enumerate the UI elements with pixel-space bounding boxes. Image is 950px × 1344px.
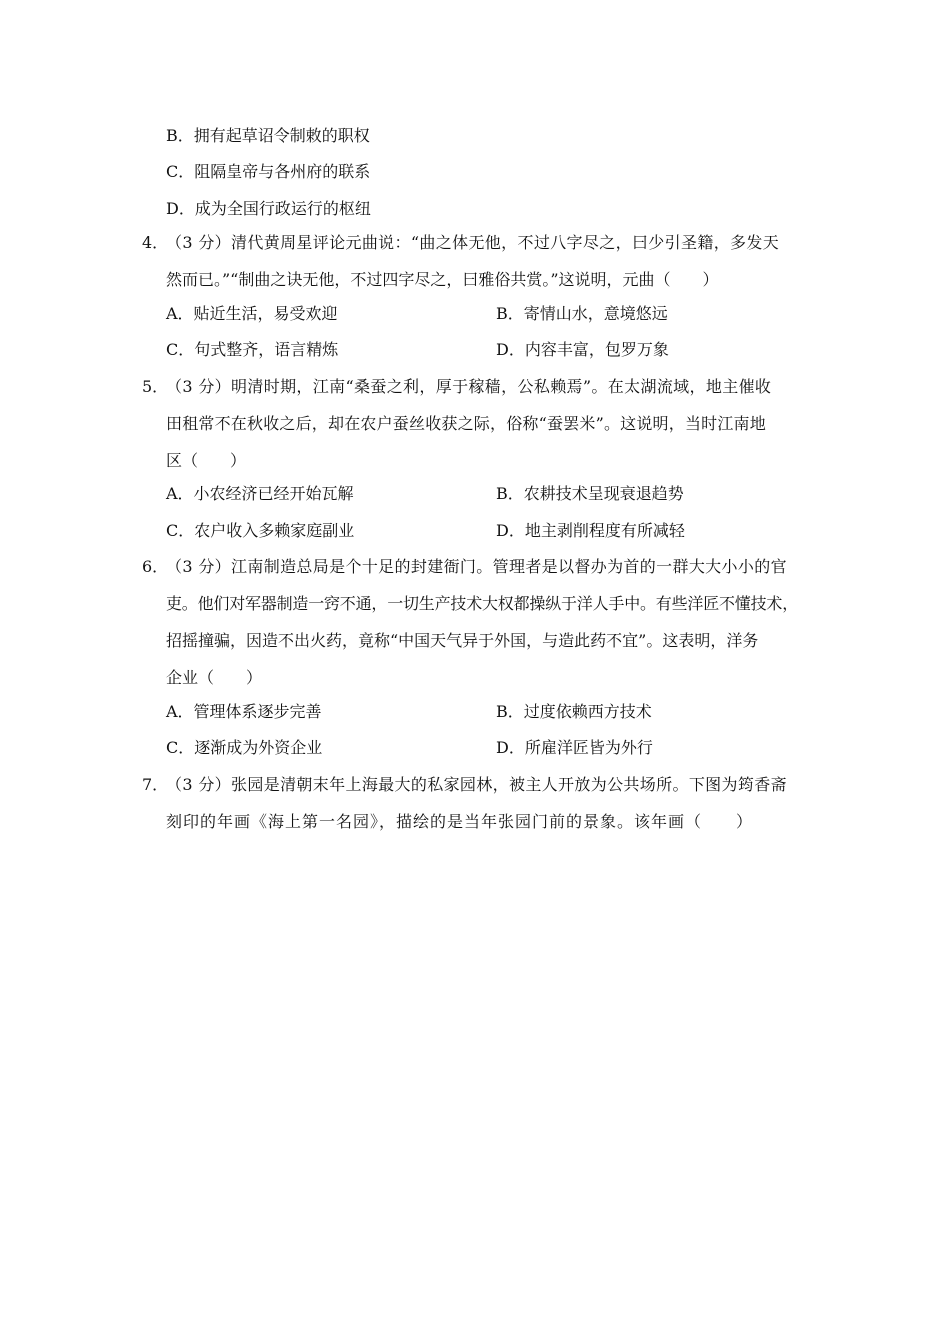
q4-stem-line-2: 然而已。”“制曲之诀无他，不过四字尽之，曰雅俗共赏。”这说明，元曲（ ） (166, 270, 719, 289)
q6-number: 6． (142, 557, 169, 576)
q4-number: 4． (142, 233, 169, 252)
q4-option-c: C．句式整齐，语言精炼 (166, 340, 339, 359)
q6-option-d: D．所雇洋匠皆为外行 (496, 738, 653, 757)
q6-option-c: C．逐渐成为外资企业 (166, 738, 323, 757)
q5-stem-line-3: 区（ ） (166, 451, 247, 470)
q5-stem-line-2: 田租常不在秋收之后，却在农户蚕丝收获之际，俗称“蚕罢米”。这说明，当时江南地 (166, 414, 766, 433)
q5-number: 5． (142, 377, 169, 396)
q4-option-a: A．贴近生活，易受欢迎 (166, 304, 338, 323)
q6-stem-line-3: 招摇撞骗，因造不出火药，竟称“中国天气异于外国，与造此药不宜”。这表明，洋务 (166, 631, 759, 650)
q5-option-a: A．小农经济已经开始瓦解 (166, 484, 354, 503)
q7-stem-line-1: （3 分）张园是清朝末年上海最大的私家园林，被主人开放为公共场所。下图为筠香斋 (166, 775, 787, 794)
q3-option-d: D．成为全国行政运行的枢纽 (166, 199, 371, 218)
q5-option-c: C．农户收入多赖家庭副业 (166, 521, 355, 540)
q5-option-b: B．农耕技术呈现衰退趋势 (496, 484, 684, 503)
q5-option-d: D．地主剥削程度有所减轻 (496, 521, 685, 540)
q4-stem-line-1: （3 分）清代黄周星评论元曲说：“曲之体无他，不过八字尽之，曰少引圣籍，多发天 (166, 233, 780, 252)
q3-option-c: C．阻隔皇帝与各州府的联系 (166, 162, 371, 181)
q6-option-a: A．管理体系逐步完善 (166, 702, 322, 721)
q5-stem-line-1: （3 分）明清时期，江南“桑蚕之利，厚于稼穑，公私赖焉”。在太湖流域，地主催收 (166, 377, 772, 396)
q6-stem-line-4: 企业（ ） (166, 668, 263, 687)
q3-option-b: B．拥有起草诏令制敕的职权 (166, 126, 370, 145)
q4-option-d: D．内容丰富，包罗万象 (496, 340, 669, 359)
q6-stem-line-1: （3 分）江南制造总局是个十足的封建衙门。管理者是以督办为首的一群大大小小的官 (166, 557, 787, 576)
q4-option-b: B．寄情山水，意境悠远 (496, 304, 668, 323)
q6-option-b: B．过度依赖西方技术 (496, 702, 652, 721)
q7-stem-line-2: 刻印的年画《海上第一名园》，描绘的是当年张园门前的景象。该年画（ ） (166, 812, 754, 831)
q7-number: 7． (142, 775, 169, 794)
q6-stem-line-2: 吏。他们对军器制造一窍不通，一切生产技术大权都操纵于洋人手中。有些洋匠不懂技术， (166, 594, 799, 613)
